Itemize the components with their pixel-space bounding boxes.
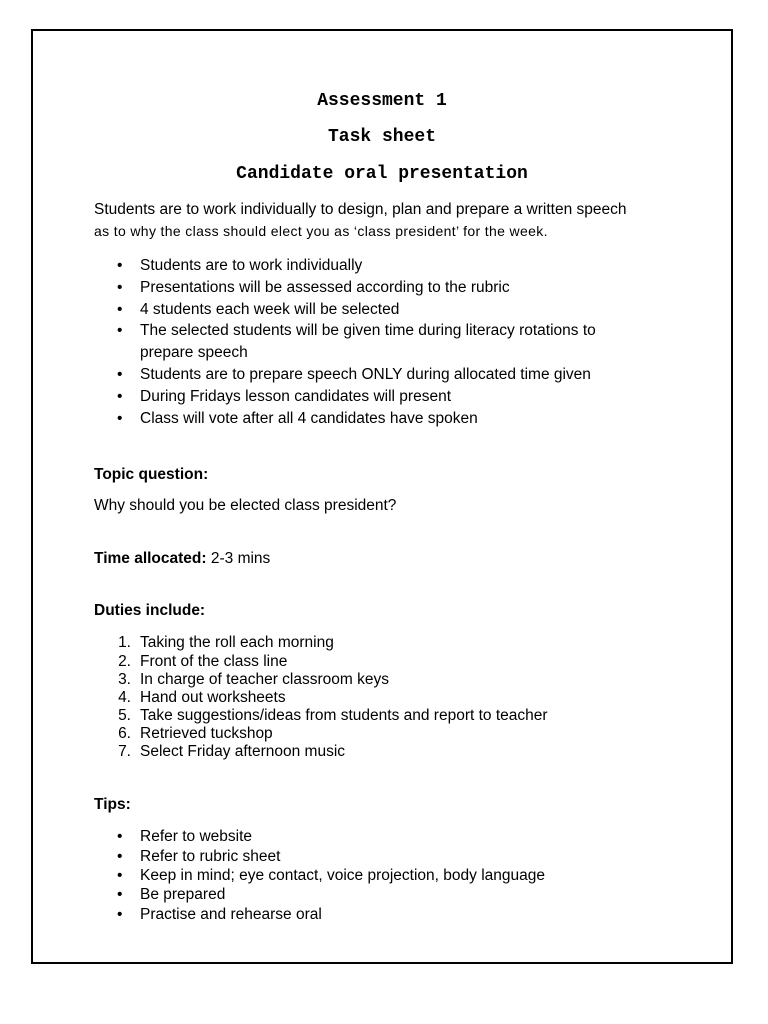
bullet-icon: • bbox=[117, 257, 123, 274]
duty-text: Select Friday afternoon music bbox=[140, 743, 346, 760]
rule-text-continued: prepare speech bbox=[140, 344, 248, 361]
rule-text: Presentations will be assessed according to the rubric bbox=[140, 279, 510, 296]
tip-text: Practise and rehearse oral bbox=[140, 906, 322, 923]
bullet-icon: • bbox=[117, 388, 123, 405]
presentation-title: Candidate oral presentation bbox=[236, 164, 528, 184]
rule-text: Students are to prepare speech ONLY during allocated time given bbox=[140, 366, 591, 383]
rule-text: During Fridays lesson candidates will present bbox=[140, 388, 452, 405]
tips-label: Tips: bbox=[94, 796, 131, 813]
bullet-icon: • bbox=[117, 366, 123, 383]
bullet-icon: • bbox=[117, 867, 123, 884]
item-number: 5. bbox=[118, 707, 131, 724]
document-page bbox=[31, 29, 733, 964]
bullet-icon: • bbox=[117, 828, 123, 845]
assessment-title: Assessment 1 bbox=[317, 91, 447, 111]
item-number: 6. bbox=[118, 725, 131, 742]
bullet-icon: • bbox=[117, 322, 123, 339]
bullet-icon: • bbox=[117, 279, 123, 296]
duty-text: Front of the class line bbox=[140, 653, 288, 670]
time-label: Time allocated: bbox=[94, 550, 207, 567]
rule-text: Class will vote after all 4 candidates have spoken bbox=[140, 410, 478, 427]
duty-text: Hand out worksheets bbox=[140, 689, 286, 706]
tip-text: Refer to rubric sheet bbox=[140, 848, 281, 865]
task-sheet-title: Task sheet bbox=[327, 127, 437, 147]
bullet-icon: • bbox=[117, 410, 123, 427]
tip-text: Keep in mind; eye contact, voice projection, body language bbox=[140, 867, 545, 884]
duty-text: In charge of teacher classroom keys bbox=[140, 671, 389, 688]
tip-text: Be prepared bbox=[140, 886, 226, 903]
rule-text: Students are to work individually bbox=[140, 257, 363, 274]
bullet-icon: • bbox=[117, 848, 123, 865]
item-number: 1. bbox=[118, 634, 131, 651]
rule-text: The selected students will be given time during literacy rotations to bbox=[140, 322, 596, 339]
topic-question: Why should you be elected class president? bbox=[94, 497, 397, 514]
intro-line-1: Students are to work individually to design, plan and prepare a written speech bbox=[94, 201, 627, 218]
duties-label: Duties include: bbox=[94, 602, 206, 619]
time-allocated bbox=[94, 550, 270, 568]
item-number: 7. bbox=[118, 743, 131, 760]
rule-text: 4 students each week will be selected bbox=[140, 301, 400, 318]
time-value: 2-3 mins bbox=[206, 550, 271, 567]
intro-line-2: as to why the class should elect you as ‘class president’ for the week. bbox=[94, 223, 548, 239]
bullet-icon: • bbox=[117, 301, 123, 318]
duty-text: Taking the roll each morning bbox=[140, 634, 334, 651]
tip-text: Refer to website bbox=[140, 828, 252, 845]
bullet-icon: • bbox=[117, 886, 123, 903]
item-number: 3. bbox=[118, 671, 131, 688]
item-number: 2. bbox=[118, 653, 131, 670]
item-number: 4. bbox=[118, 689, 131, 706]
bullet-icon: • bbox=[117, 906, 123, 923]
topic-label: Topic question: bbox=[94, 466, 209, 483]
duty-text: Retrieved tuckshop bbox=[140, 725, 273, 742]
duty-text: Take suggestions/ideas from students and report to teacher bbox=[140, 707, 548, 724]
